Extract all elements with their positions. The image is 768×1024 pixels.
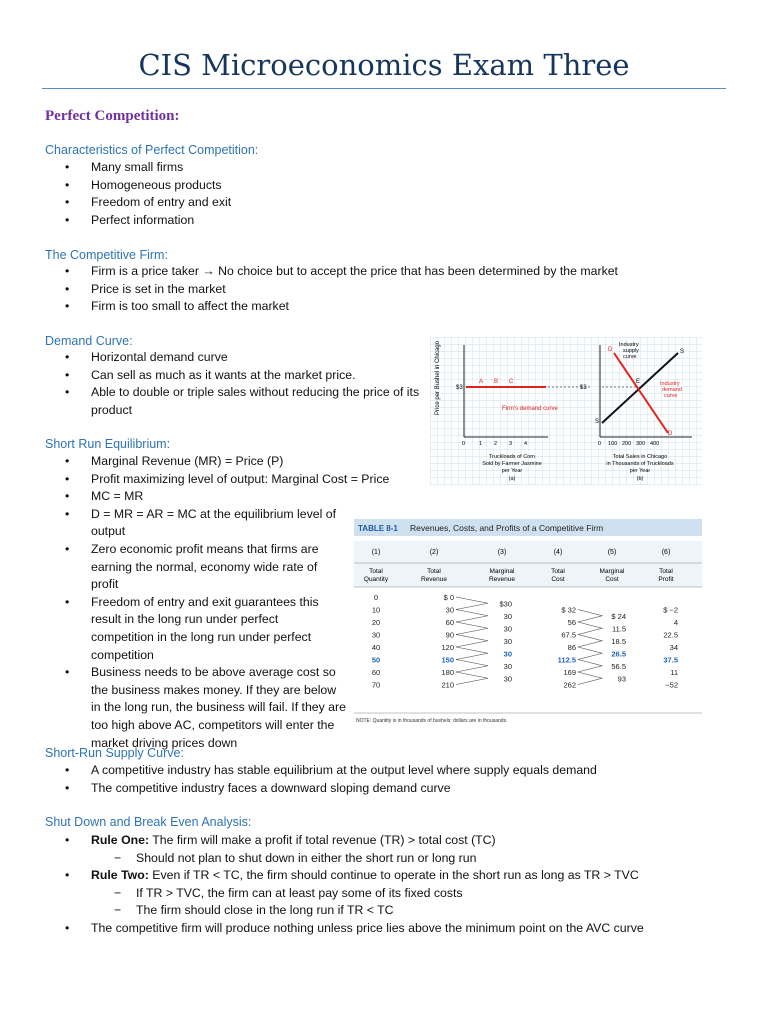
demand-curve-label: Industry [660,381,680,387]
cell-total-profit: 34 [669,643,678,652]
cell-marginal-cost: 56.5 [611,661,626,671]
cell-total-profit: −52 [665,680,678,690]
list-item: • D = MR = AR = MC at the equilibrium level of output [45,506,341,541]
cell-marginal-cost: 93 [617,674,626,684]
cell-quantity: 0 [373,593,379,602]
table-header-band [354,541,702,587]
supply-curve-heading: Short-Run Supply Curve: [45,746,184,760]
point-a-label: A [479,379,484,385]
supply-s2-label: S [680,349,685,355]
column-header: Quantity [363,576,389,583]
cell-marginal-revenue: $30 [499,599,512,609]
panel-a-ylabel: Price per Bushel in Chicago [435,340,441,415]
list-item [45,832,735,850]
column-header: Total [427,568,441,575]
cell-total-cost: 67.5 [561,630,576,640]
list-item: • Firm is a price taker → No choice but to accept the price that has been determined by the market [45,263,725,281]
cell-total-revenue: 120 [441,643,454,652]
firm-demand-label: Firm's demand curve [502,406,558,412]
equilibrium-e-label: E [636,379,641,385]
list-item: • Many small firms [45,159,605,177]
point-c-label: C [509,379,514,385]
cell-quantity: 60 [371,668,381,677]
cell-total-cost: 86 [567,643,576,652]
list-item: • Horizontal demand curve [45,349,425,367]
rule-one-label: Rule One: [91,833,150,847]
column-number: (4) [553,549,563,556]
cell-total-profit: 4 [673,618,678,627]
cell-marginal-revenue: 30 [503,636,512,646]
cell-marginal-revenue: 30 [503,611,512,621]
column-header: Profit [658,576,674,583]
cell-total-revenue: 30 [445,605,454,615]
cell-total-revenue: $ 0 [443,593,454,602]
supply-curve-label: curve [623,354,637,360]
cell-total-cost: 112.5 [557,655,576,665]
short-run-list [45,453,405,752]
supply-curve-list [45,762,725,797]
panel-a-tick: 4 [524,441,528,447]
column-header: Total [369,568,383,575]
list-subitem: − If TR > TVC, the firm can at least pay some of its fixed costs [45,885,735,903]
table-note: NOTE: Quantity is in thousands of bushels; dollars are in thousands. [356,718,508,724]
panel-a-xlabel: Sold by Farmer Jasmine [482,461,542,467]
panel-a-price-label: $3 [456,385,463,391]
cell-marginal-revenue: 30 [503,649,512,659]
panel-b-tick: 0 [598,441,602,447]
cell-total-revenue: 60 [445,618,454,627]
list-item: • Firm is too small to affect the market [45,298,725,316]
column-header: Cost [605,576,619,583]
cell-total-revenue: 180 [441,668,454,677]
competitive-firm-heading: The Competitive Firm: [45,248,168,262]
panel-b-xlabel: per Year [629,468,651,474]
list-item: • Can sell as much as it wants at the market price. [45,367,425,385]
list-item [45,867,735,885]
shutdown-heading: Shut Down and Break Even Analysis: [45,815,252,829]
characteristics-list [45,159,605,229]
demand-supply-figure [430,337,702,485]
list-item: • The competitive firm will produce nothing unless price lies above the minimum point on the AVC curve [45,920,735,938]
column-number: (6) [661,549,671,556]
list-item: • Freedom of entry and exit [45,194,605,212]
column-header: Total [551,568,565,575]
table-title: Revenues, Costs, and Profits of a Competitive Firm [410,523,604,533]
cell-marginal-cost: $ 24 [611,611,626,621]
demand-d2-label: D [668,431,673,437]
cell-quantity: 70 [371,680,381,690]
cell-total-cost: $ 32 [561,605,576,615]
cell-total-profit: 37.5 [663,655,678,665]
cell-marginal-cost: 26.5 [611,649,626,659]
cell-quantity: 50 [371,655,381,665]
cell-total-cost: 169 [563,668,576,677]
cell-total-profit: 11 [670,668,678,677]
cell-total-profit: 22.5 [663,630,678,640]
demand-curve-list [45,349,425,419]
list-item: • Price is set in the market [45,281,725,299]
shutdown-list [45,832,735,938]
rule-two-text: Even if TR < TC, the firm should continue to operate in the short run as long as TR > TVC [148,868,639,883]
cell-marginal-revenue: 30 [503,674,512,684]
panel-a-xlabel: Truckloads of Corn [488,454,536,460]
cell-total-profit: $ −2 [663,605,678,615]
list-subitem: − The firm should close in the long run if TR < TC [45,902,735,920]
supply-curve-label: Industry [619,342,639,348]
characteristics-heading: Characteristics of Perfect Competition: [45,143,259,157]
revenue-cost-table [354,519,702,725]
cell-total-cost: 262 [563,680,576,690]
panel-b-tick: 200 [622,441,632,447]
panel-a-tag: (a) [508,476,516,482]
demand-d-label: D [608,347,613,353]
supply-s-label: S [595,419,600,425]
list-item: • MC = MR [45,488,405,506]
column-header: Marginal [489,568,515,575]
list-item: • A competitive industry has stable equilibrium at the output level where supply equals demand [45,762,725,780]
competitive-firm-list [45,263,725,316]
cell-total-revenue: 210 [441,680,454,690]
cell-total-revenue: 90 [445,630,454,640]
table-label: TABLE 8-1 [358,524,398,533]
supply-curve-label: supply [623,348,639,354]
list-item: • Freedom of entry and exit guarantees this result in the long run under perfect competition in the long run under perfect competition [45,594,344,664]
panel-b-xlabel: Total Sales in Chicago [612,454,668,460]
column-number: (5) [607,549,617,556]
column-number: (1) [371,549,381,556]
column-header: Total [659,568,673,575]
cell-marginal-cost: 18.5 [611,636,626,646]
panel-b-tag: (b) [636,476,644,482]
demand-curve-heading: Demand Curve: [45,334,133,348]
cell-quantity: 40 [371,643,381,652]
cell-quantity: 20 [371,618,381,627]
title-divider [42,88,726,89]
column-header: Revenue [420,576,448,583]
section-title: Perfect Competition: [45,108,180,124]
panel-a-tick: 1 [479,441,483,447]
cell-quantity: 10 [371,605,381,615]
column-header: Marginal [599,568,625,575]
panel-b-tick: 300 [636,441,646,447]
list-item: • Profit maximizing level of output: Marginal Cost = Price [45,471,451,489]
cell-total-revenue: 150 [441,655,454,665]
demand-curve-label: curve [664,393,678,399]
page-title: CIS Microeconomics Exam Three [138,48,630,82]
short-run-heading: Short Run Equilibrium: [45,437,171,451]
cell-marginal-revenue: 30 [503,624,512,634]
rule-one-text: The firm will make a profit if total revenue (TR) > total cost (TC) [149,833,496,847]
point-b-label: B [494,379,499,385]
panel-a-tick: 3 [509,441,513,447]
list-item: • Zero economic profit means that firms are earning the normal, economy wide rate of profit [45,541,343,594]
list-item: • Homogeneous products [45,177,605,195]
cell-marginal-revenue: 30 [503,661,512,671]
column-number: (2) [429,549,439,556]
panel-a-tick: 2 [494,441,498,447]
list-item: • Perfect information [45,212,605,230]
panel-a-xlabel: per Year [501,468,523,474]
cell-marginal-cost: 11.5 [611,624,626,634]
demand-curve-label: demand [662,387,682,393]
panel-b-tick: 400 [650,441,660,447]
list-item: • Able to double or triple sales without reducing the price of its product [45,384,425,419]
column-header: Cost [551,576,565,583]
column-number: (3) [497,549,507,556]
panel-b-xlabel: in Thousands of Truckloads [606,461,674,467]
list-item: • Business needs to be above average cost so the business makes money. If they are below in the long run, the business will fail. If they are too high above AC, competitors will enter the market driving prices down [45,664,349,752]
column-header: Revenue [488,576,516,583]
cell-total-cost: 56 [567,618,576,627]
cell-quantity: 30 [371,630,381,640]
list-item: • Marginal Revenue (MR) = Price (P) [45,453,405,471]
panel-b-tick: 100 [608,441,618,447]
panel-b-price-label: $3 [580,385,587,391]
panel-a-tick: 0 [462,441,466,447]
list-subitem: − Should not plan to shut down in either the short run or long run [45,850,735,868]
rule-two-label: Rule Two: [91,868,149,883]
list-item: • The competitive industry faces a downward sloping demand curve [45,780,725,798]
